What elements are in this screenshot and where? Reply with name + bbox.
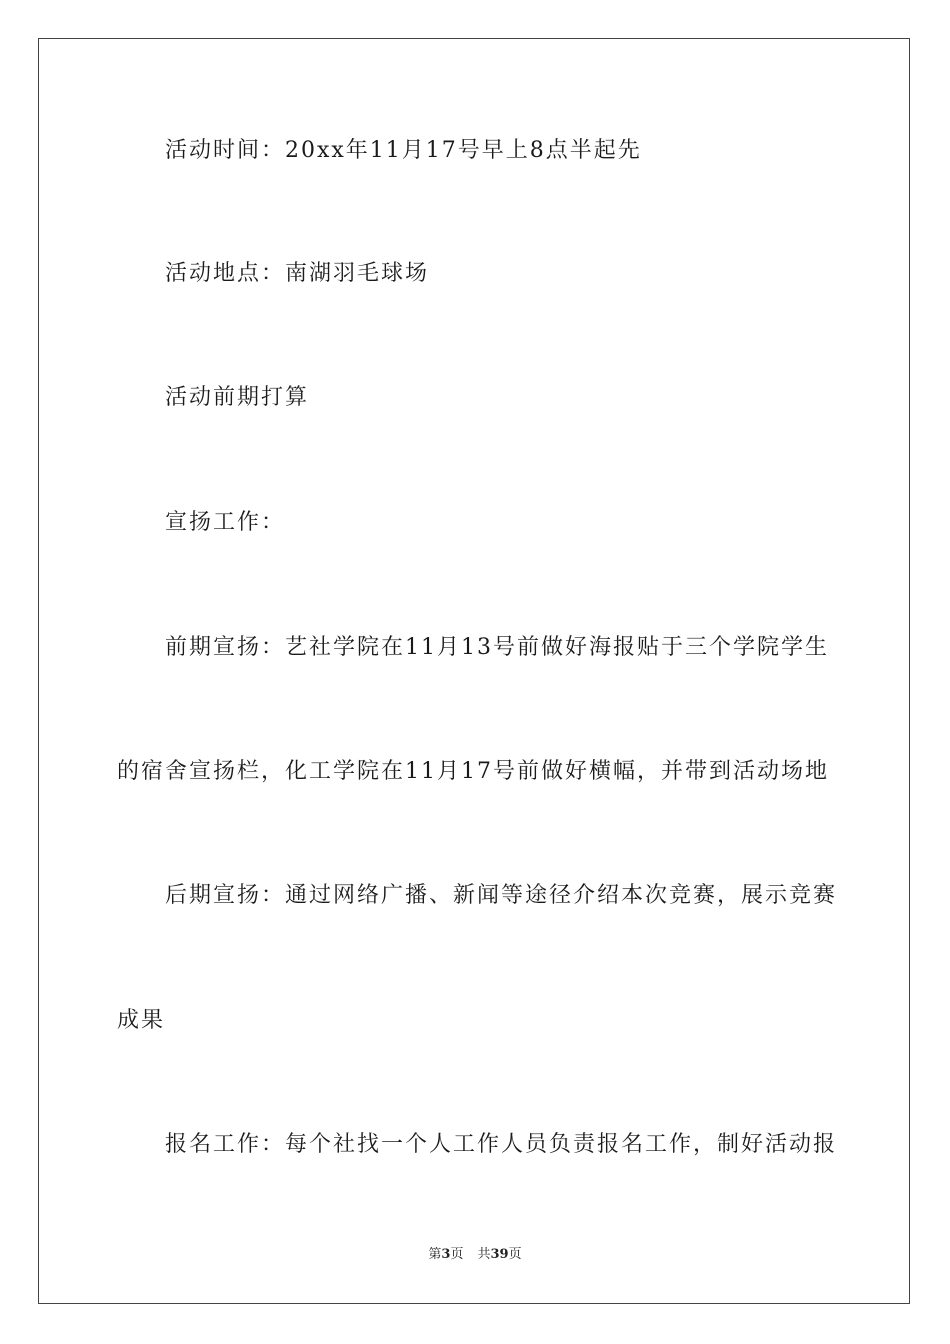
footer-page-number: 3 [441,1247,451,1262]
paragraph-registration: 报名工作：每个社找一个人工作人员负责报名工作，制好活动报 [165,1132,838,1157]
page-footer [0,1246,950,1264]
paragraph-activity-location: 活动地点：南湖羽毛球场 [165,261,430,286]
paragraph-publicity-heading: 宣扬工作： [165,510,286,535]
paragraph-preparation-heading: 活动前期打算 [165,385,310,410]
footer-total-suffix: 页 [508,1247,522,1262]
footer-page-suffix: 页 [450,1247,464,1262]
paragraph-activity-time: 活动时间：20xx年11月17号早上8点半起先 [165,138,642,163]
footer-total-pages: 39 [490,1247,509,1262]
paragraph-later-publicity-cont: 成果 [117,1008,166,1033]
page-frame [38,38,910,1304]
paragraph-early-publicity: 前期宣扬：艺社学院在11月13号前做好海报贴于三个学院学生 [165,635,829,660]
paragraph-later-publicity: 后期宣扬：通过网络广播、新闻等途径介绍本次竞赛，展示竞赛 [165,883,838,908]
footer-page-prefix: 第 [428,1247,442,1262]
paragraph-early-publicity-cont: 的宿舍宣扬栏，化工学院在11月17号前做好横幅，并带到活动场地 [117,759,829,784]
footer-total-prefix: 共 [477,1247,491,1262]
